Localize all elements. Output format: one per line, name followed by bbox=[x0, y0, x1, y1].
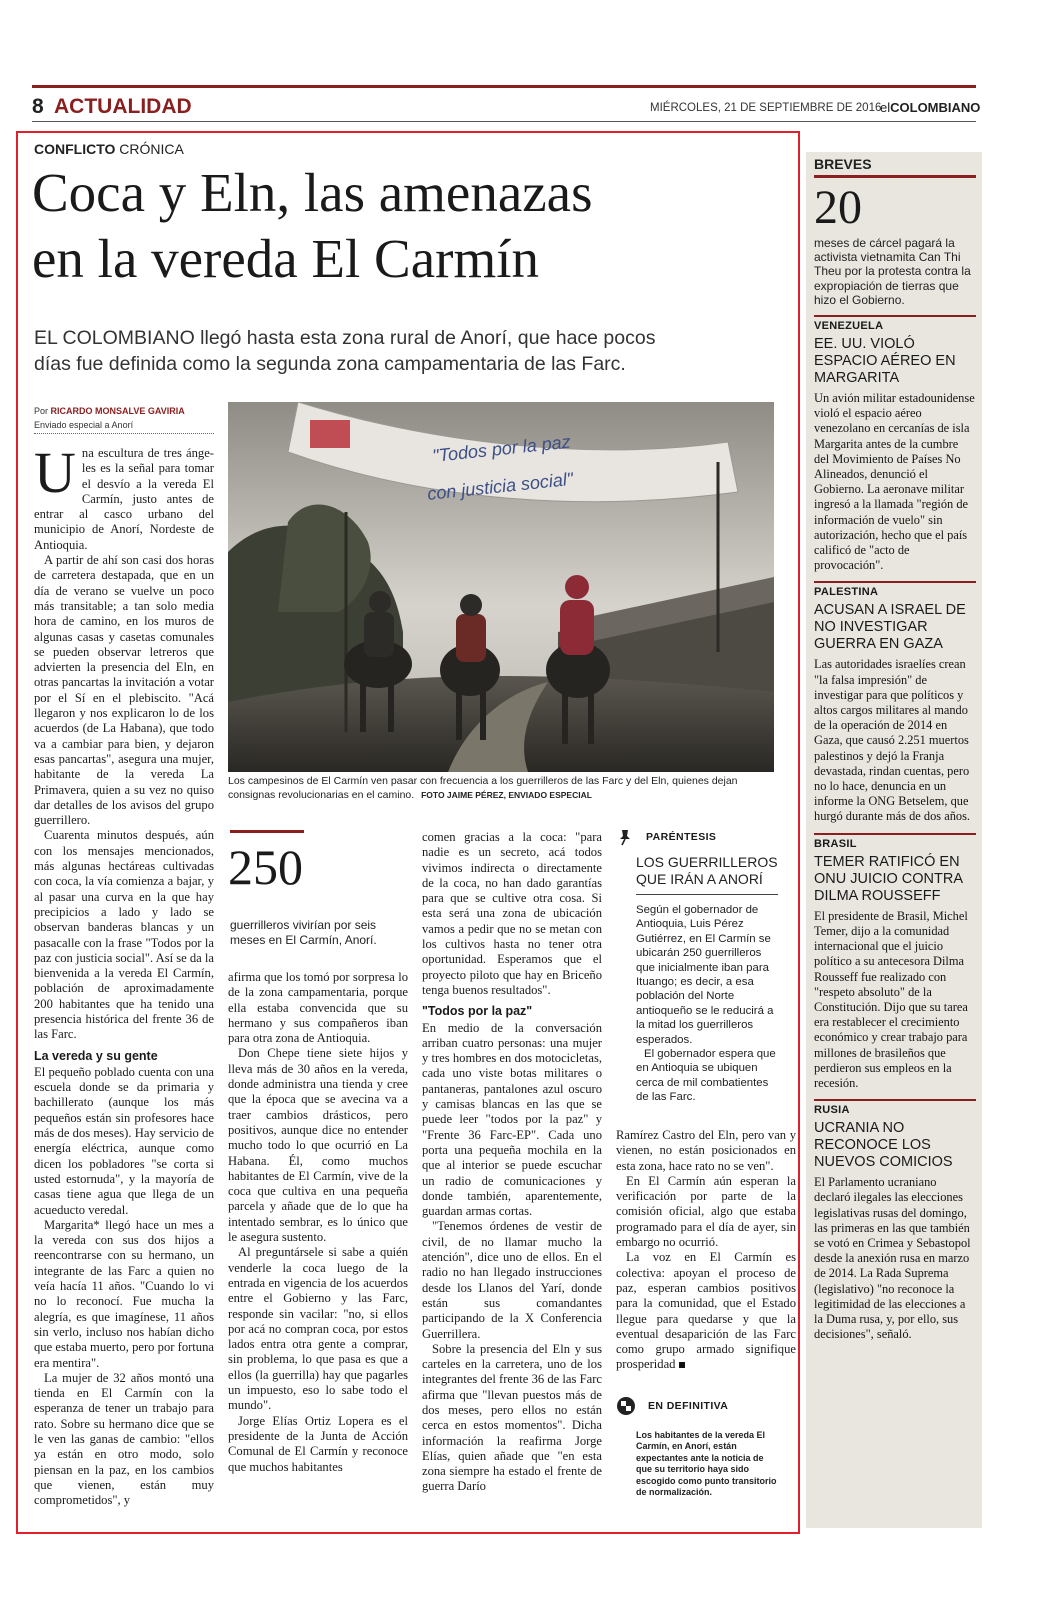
parentesis-title-line-1: LOS GUERRILLEROS bbox=[636, 854, 778, 870]
breves-rule bbox=[814, 175, 976, 178]
definitiva-box bbox=[616, 1396, 778, 1498]
paragraph bbox=[616, 1250, 796, 1372]
byline bbox=[34, 406, 185, 416]
breves-lead-text: meses de cárcel pagará la activista vietnamita Can Thi Theu por la protesta contra la expropiación de tierras que hizo el Gobierno. bbox=[814, 236, 971, 307]
brief-country: VENEZUELA bbox=[814, 315, 976, 332]
pushpin-icon bbox=[616, 828, 634, 846]
stat-rule bbox=[230, 830, 304, 833]
parentesis-box bbox=[616, 828, 778, 1105]
paragraph: Margarita* llegó hace un mes a la vereda con sus dos hijos a reencontrarse con su hermano, un integrante de las Farc a quien no veía hacía 11 años. "Cuando lo vi no lo reconocí. Fue mucha la alegría, es que imagínese, 11 años sin verlo, incluso nos habían dicho que estaba muerto, pero por fortuna era mentira". bbox=[34, 1217, 214, 1370]
lead-line-2: les es la señal para tomar bbox=[81, 461, 214, 476]
deck-line-1: EL COLOMBIANO llegó hasta esta zona rural de Anorí, que hace pocos bbox=[34, 327, 656, 349]
paragraph: La mujer de 32 años montó una tienda en El Carmín con la esperanza de tener un trabajo para rato. Sobre su hermano dice que se le ven las ganas de cambio: "ellos ya están en otro modo, solo piensan en la paz, en los cambios que vienen, están muy comprometidos", y bbox=[34, 1370, 214, 1508]
subhead-la-vereda: La vereda y su gente bbox=[34, 1048, 158, 1063]
paragraph: afirma que los tomó por sorpresa lo de la zona campamentaria, porque ella estaba convencida que su hermano y sus compañeros iban para otra zona de Antioquia. bbox=[228, 970, 408, 1046]
masthead bbox=[880, 100, 980, 115]
breves-tag: BREVES bbox=[814, 156, 872, 172]
brief-text: El Parlamento ucraniano declaró ilegales las elecciones legislativas rusas del domingo, las primeras en las que también se votó en Crimea y Sebastopol desde la anexión rusa en marzo de 2014. La Rada Suprema (legislativo) "no reconoce la legitimidad de las elecciones a la Duma rusa, y, por ello, sus decisiones", señaló. bbox=[814, 1175, 971, 1342]
paragraph: Sobre la presencia del Eln y sus carteles en la carretera, uno de los integrantes del frente 36 de las Farc afirma que "llevan puestos más de dos meses, pero ellos no están cerca en estos momentos". Dicha información la reafirma Jorge Elías, quien añade que "en esta zona siempre ha estado el frente de guerra Darío bbox=[422, 1341, 602, 1494]
paragraph: En El Carmín aún esperan la verificación por parte de la comisión oficial, algo que estaba programado para el día de ayer, sin embargo no ocurrió. bbox=[616, 1173, 796, 1250]
photo-credit: FOTO JAIME PÉREZ, ENVIADO ESPECIAL bbox=[421, 790, 592, 800]
brief-text: Las autoridades israelíes crean "la falsa impresión" de investigar para que políticos y altos cargos militares al mando de la operación de 2014 en Gaza, que causó 2.251 muertos palestinos y dejó la Franja devastada, rindan cuentas, pero no lo hace, denuncia en un informe la ONG Betselem, que hurgó durante más de dos años. bbox=[814, 657, 971, 824]
parentesis-tag: PARÉNTESIS bbox=[646, 831, 717, 843]
article-column-1 bbox=[34, 440, 215, 1508]
article-column-2 bbox=[228, 970, 408, 1475]
photo-caption-text: Los campesinos de El Carmín ven pasar con frecuencia a los guerrilleros de las Farc y del Eln, quienes dejan consignas revolucionarias en el camino. bbox=[228, 775, 738, 801]
definitiva-header bbox=[616, 1396, 778, 1416]
article-column-3 bbox=[422, 830, 602, 1495]
definitiva-text: Los habitantes de la vereda El Carmín, en Anorí, están expectantes ante la noticia de que su territorio haya sido escogido como punto transitorio de normalización. bbox=[636, 1430, 777, 1498]
paragraph: El pequeño poblado cuenta con una escuela donde se da primaria y bachillerato (aunque los más pequeños están sin profesores hace más de dos meses). Hay servicio de energía eléctrica, aunque como dicen los pobladores "se corta si usted estornuda", y la mayoría de casas tiene agua que llega de un acueducto veredal. bbox=[34, 1064, 214, 1217]
subhead-todos-por-la-paz: "Todos por la paz" bbox=[422, 1004, 533, 1019]
end-mark bbox=[679, 1362, 685, 1368]
parentesis-title bbox=[636, 854, 778, 888]
kicker bbox=[34, 141, 184, 157]
top-rule bbox=[32, 85, 976, 88]
article-column-4 bbox=[616, 1128, 796, 1373]
brief-item bbox=[814, 315, 976, 573]
breves-lead-number: 20 bbox=[814, 181, 862, 234]
brief-country: RUSIA bbox=[814, 1099, 976, 1116]
headline-line-1: Coca y Eln, las amenazas bbox=[32, 162, 593, 223]
brief-item bbox=[814, 833, 976, 1091]
brief-item bbox=[814, 1099, 976, 1342]
paragraph: "Tenemos órdenes de vestir de civil, de no llamar mucho la atención", dice uno de ellos. En el radio no han llegado instrucciones desde los Llanos del Yarí, donde están sus comandantes participando de la X Conferencia Guerrillera. bbox=[422, 1219, 602, 1341]
photo bbox=[228, 402, 774, 772]
paragraph: A partir de ahí son casi dos horas de carretera destapada, que en un día de verano se vuelve un poco más transitable; a tan solo media hora de camino, en los muros de algunas casas y casetas comunales se pueden observar letreros que advierten la presencia del Eln, en otras pancartas la invitación a votar por el Sí en el plebiscito. "Acá llegaron y nos explicaron lo de los acuerdos (de La Habana), que todo va a cambiar para bien, y dejaron esas pancartas", asegura una mujer, habitante de la vereda La Primavera, quien a su vez no quiso dar detalles de los avisos del grupo guerrillero. bbox=[34, 553, 214, 828]
photo-caption bbox=[228, 774, 774, 802]
deck bbox=[34, 325, 655, 377]
photo-illustration bbox=[228, 402, 774, 772]
paragraph: Al preguntársele si sabe a quién venderle la coca luego de la entrada en vigencia de los acuerdos entre el Gobierno y las Farc, responde sin vacilar: "no, si ellos por acá no compran coca, por estos lados entra otra gente a comprar, sin problema, lo que pasa es que a ellos (la guerrilla) hay que pagarles un impuesto, eso lo sabe todo el mundo". bbox=[228, 1245, 408, 1413]
byline-role: Enviado especial a Anorí bbox=[34, 420, 134, 430]
breves-sidebar bbox=[806, 152, 982, 1528]
paragraph: En medio de la conversación arriban cuatro personas: una mujer y tres hombres en dos motocicletas, cada uno viste botas militares o pantaneras, pantalones azul oscuro y camisas blancas en las que se puede leer "todos por la paz" y "Frente 36 Farc-EP". Cada uno porta una pequeña mochila en la que al interior se puede escuchar un radio de comunicaciones y donde también, aparentemente, guardan armas cortas. bbox=[422, 1020, 602, 1219]
paragraph: comen gracias a la coca: "para nadie es un secreto, acá todos vivimos indirecta o directamente de la coca, no han dado garantías para que se cultive otra cosa. Si esta será una zona de ubicación vamos a pedir que no se metan con los cultivos hasta no tener otra oportunidad. Esperamos que el proyecto piloto que hay en Briceño tenga buenos resultados". bbox=[422, 830, 602, 997]
checkered-flag-icon bbox=[616, 1396, 636, 1416]
paragraph: Ramírez Castro del Eln, pero van y vienen, no están posicionados en esta zona, hace rato no se ven". bbox=[616, 1128, 796, 1173]
paragraph: Cuarenta minutos después, aún con los mensajes mencionados, más algunas hectáreas cultivadas con coca, la vía comienza a bajar, y al pasar una curva en la que hay precipicios a lado y lado se observan banderas blancas y un pasacalle con la frase "Todos por la paz con justicia social". Así se da la bienvenida a la vereda El Carmín, población de aproximadamente 200 habitantes que ha tenido una presencia histórica del frente 36 de las Farc. bbox=[34, 828, 215, 1042]
parentesis-title-line-2: QUE IRÁN A ANORÍ bbox=[636, 871, 763, 887]
byline-rule bbox=[34, 433, 214, 434]
deck-line-2: días fue definida como la segunda zona campamentaria de las Farc. bbox=[34, 353, 626, 375]
stat-text: guerrilleros vivirían por seis meses en El Carmín, Anorí. bbox=[230, 918, 377, 947]
definitiva-tag: EN DEFINITIVA bbox=[648, 1400, 729, 1412]
paragraph: Jorge Elías Ortiz Lopera es el presidente de la Junta de Acción Comunal de El Carmín y reconoce que muchos habitantes bbox=[228, 1413, 408, 1474]
parentesis-header bbox=[616, 828, 778, 846]
parentesis-paragraph-2: El gobernador espera que en Antioquia se ubiquen cerca de mil combatientes de las Farc. bbox=[636, 1048, 776, 1104]
brief-text: Un avión militar estadounidense violó el espacio aéreo venezolano en cercanías de isla Margarita antes de la cumbre del Movimiento de Países No Alineados, denunció el Gobierno. La aeronave militar ingresó a la llamada "región de información de vuelo" sin autorización, hecho que el país calificó de "acto de provocación". bbox=[814, 391, 975, 573]
lead-line-4: Carmín, justo antes de entrar al casco urbano del municipio de Anorí, Nordeste de Antioquia. bbox=[34, 491, 214, 552]
drop-cap: U bbox=[34, 440, 76, 505]
banner-text-line-2: con justicia social" bbox=[426, 468, 575, 504]
lead-line-1: na escultura de tres ánge- bbox=[81, 446, 214, 460]
banner-text-line-1: "Todos por la paz bbox=[431, 431, 572, 466]
paragraph: Don Chepe tiene siete hijos y lleva más de 30 años en la vereda, donde administra una tienda y cree que la época que se avecina va a traer cambios drásticos, pero positivos, aunque dice no entender mucho todo lo que ocurrió en La Habana. Él, como muchos habitantes de El Carmín, vive de la coca que cultiva en una pequeña parcela y añade que de lo que ha intentado sembrar, es lo único que le asegura sustento. bbox=[228, 1046, 408, 1245]
masthead-name: COLOMBIANO bbox=[890, 100, 981, 115]
brief-headline: UCRANIA NO RECONOCE LOS NUEVOS COMICIOS bbox=[814, 1120, 953, 1171]
header-underline bbox=[32, 121, 976, 122]
brief-headline: ACUSAN A ISRAEL DE NO INVESTIGAR GUERRA EN GAZA bbox=[814, 602, 966, 653]
stat-number: 250 bbox=[228, 839, 303, 895]
kicker-topic: CONFLICTO bbox=[34, 141, 116, 157]
section-name: ACTUALIDAD bbox=[54, 95, 192, 118]
brief-headline: EE. UU. VIOLÓ ESPACIO AÉREO EN MARGARITA bbox=[814, 336, 956, 387]
brief-headline: TEMER RATIFICÓ EN ONU JUICIO CONTRA DILMA ROUSSEFF bbox=[814, 853, 963, 904]
headline-line-2: en la vereda El Carmín bbox=[32, 228, 540, 289]
byline-author: RICARDO MONSALVE GAVIRIA bbox=[50, 406, 185, 416]
lead-line-3: el desvío a la vereda El bbox=[81, 476, 214, 491]
kicker-genre: CRÓNICA bbox=[119, 141, 184, 157]
brief-text: El presidente de Brasil, Michel Temer, dijo a la comunidad internacional que el juicio político a su antecesora Dilma Rousseff fue realizado con "respeto absoluto" de la Constitución. Dijo que su tarea era restablecer el crecimiento económico y crear trabajo para millones de brasileños que perdieron sus empleos en la recesión. bbox=[814, 908, 968, 1090]
parentesis-paragraph-1: Según el gobernador de Antioquia, Luis Pérez Gutiérrez, en El Carmín se ubicarán 250 guerrilleros que inicialmente iban para Ituango; es decir, a esa población del Norte antioqueño se le reducirá a la mitad los guerrilleros esperados. bbox=[636, 904, 774, 1046]
brief-country: PALESTINA bbox=[814, 581, 976, 598]
lead-paragraph bbox=[34, 440, 214, 553]
masthead-prefix: el bbox=[880, 100, 891, 115]
parentesis-text bbox=[636, 903, 778, 1105]
brief-item bbox=[814, 581, 976, 824]
brief-country: BRASIL bbox=[814, 833, 976, 850]
page-number: 8 bbox=[32, 95, 44, 118]
parentesis-rule bbox=[636, 894, 778, 895]
headline bbox=[32, 160, 592, 292]
closing-paragraph: La voz en El Carmín es colectiva: apoyan el proceso de paz, esperan cambios positivos para la comunidad, que el Estado llegue para quedarse y que la eventual desaparición de las Farc como grupo armado signifique prosperidad bbox=[616, 1250, 796, 1372]
header-date: MIÉRCOLES, 21 DE SEPTIEMBRE DE 2016 bbox=[650, 102, 882, 114]
byline-prefix: Por bbox=[34, 406, 49, 416]
